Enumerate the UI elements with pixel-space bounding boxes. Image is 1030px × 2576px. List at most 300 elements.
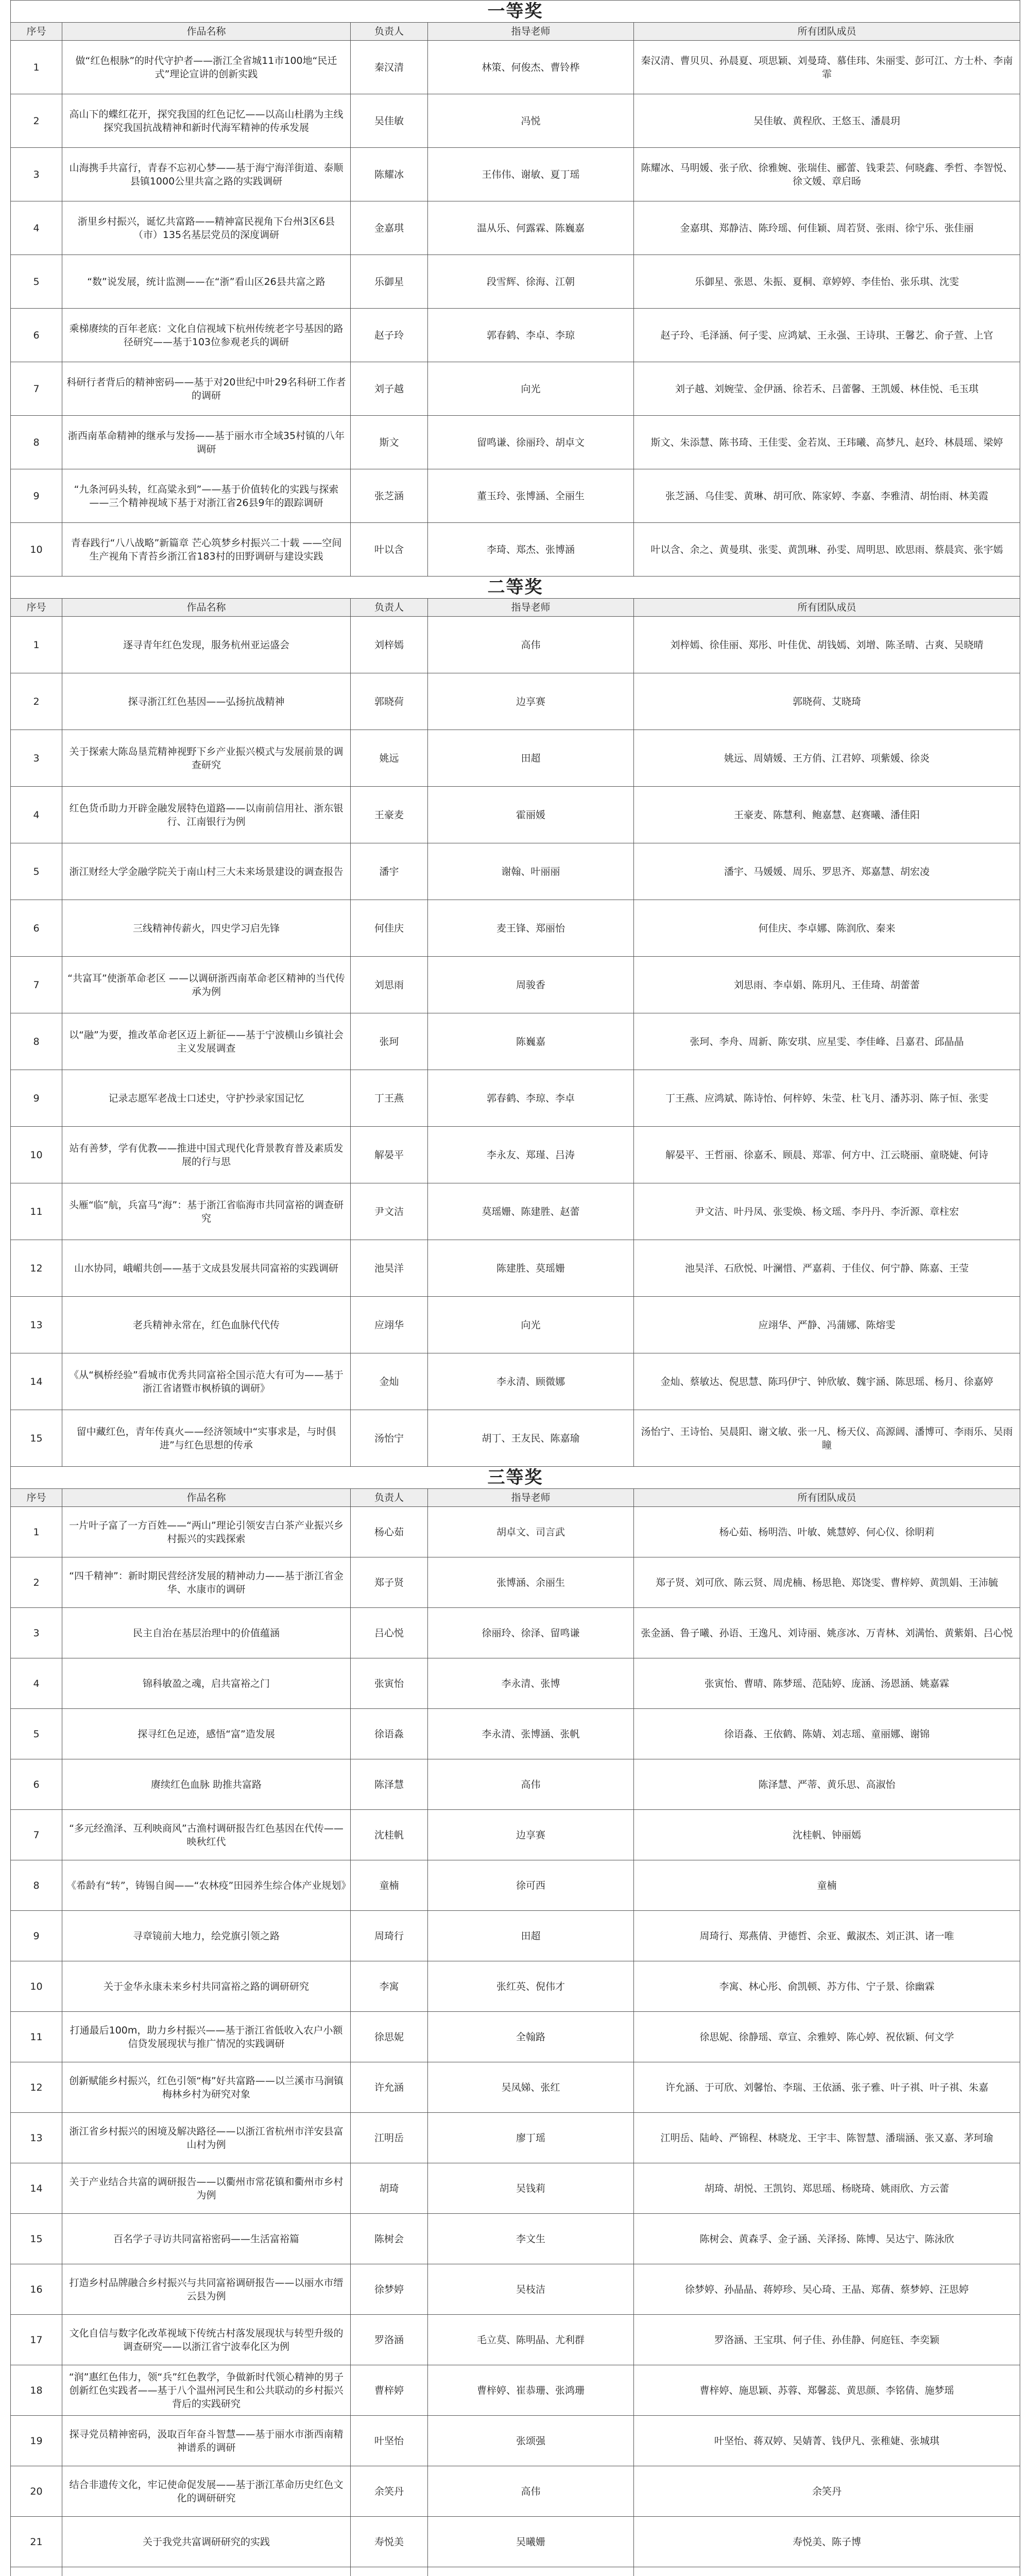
cell-advisor: 廖丁瑶 [428, 2113, 634, 2163]
cell-members: 曹梓婷、施思颖、苏蓉、郑馨蕊、黄思颜、李铭倩、施梦瑶 [634, 2365, 1020, 2416]
section-title-row [11, 577, 1020, 599]
cell-members: 叶坚怡、蒋双婷、吴婧菁、钱伊凡、张稚婕、张城琪 [634, 2416, 1020, 2466]
cell-advisor: 陈巍嘉 [428, 1013, 634, 1070]
cell-idx: 3 [11, 730, 62, 787]
column-header-advisor: 指导老师 [428, 599, 634, 617]
table-row [11, 1353, 1020, 1410]
table-row [11, 1127, 1020, 1183]
table-row [11, 787, 1020, 843]
cell-members: 童楠 [634, 1860, 1020, 1911]
awards-document [10, 0, 1020, 2576]
cell-idx: 6 [11, 309, 62, 362]
cell-advisor: 吴凤娣、张红 [428, 2062, 634, 2113]
table-row [11, 1860, 1020, 1911]
cell-title: 逐寻青年红色发现，服务杭州亚运盛会 [62, 617, 351, 673]
cell-leader: 徐语淼 [351, 1709, 428, 1759]
cell-idx: 10 [11, 523, 62, 577]
cell-idx: 5 [11, 843, 62, 900]
cell-title: 一片叶子富了一方百姓——“两山”理论引领安吉白茶产业振兴乡村振兴的实践探索 [62, 1507, 351, 1557]
cell-advisor: 张博涵、余丽生 [428, 1557, 634, 1608]
cell-members: 叶以含、余之、黄曼琪、张雯、黄凯琳、孙雯、周明思、欧思雨、蔡晨宾、张宇嫣 [634, 523, 1020, 577]
cell-idx: 14 [11, 1353, 62, 1410]
cell-leader: 池昊洋 [351, 1240, 428, 1297]
cell-members: 池昊洋、石欣悦、叶澜惜、严嘉莉、于佳仪、何宁静、陈嘉、王莹 [634, 1240, 1020, 1297]
cell-members: 周琦行、郑燕倩、尹德哲、余亚、戴淑杰、刘正淇、诸一唯 [634, 1911, 1020, 1961]
cell-leader: 应翊华 [351, 1297, 428, 1353]
cell-advisor [428, 2567, 634, 2576]
cell-members: 陈耀冰、马明媛、张子欣、徐雅婉、张瑞佳、郦蕾、钱秉芸、何晓鑫、季哲、李智悦、徐文媛、章启旸 [634, 148, 1020, 201]
section-title: 一等奖 [11, 1, 1020, 23]
table-row [11, 1709, 1020, 1759]
cell-members: 张珂、李舟、周新、陈安琪、应星雯、李佳峰、吕嘉君、邱晶晶 [634, 1013, 1020, 1070]
cell-title: 关于产业结合共富的调研报告——以衢州市常花镇和衢州市乡村为例 [62, 2163, 351, 2214]
table-row [11, 416, 1020, 469]
cell-title: 寻章镜前大地力，绘党旗引领之路 [62, 1911, 351, 1961]
cell-title: 三线精神传薪火，四史学习启先锋 [62, 900, 351, 957]
section-title: 三等奖 [11, 1467, 1020, 1489]
table-row [11, 1608, 1020, 1658]
cell-advisor: 林策、何俊杰、曹铃桦 [428, 41, 634, 94]
cell-idx: 10 [11, 1127, 62, 1183]
cell-advisor: 麦王锋、郑丽怡 [428, 900, 634, 957]
cell-members: 吴佳敏、黄程欣、王悠玉、潘晨玥 [634, 94, 1020, 148]
cell-members: 赵子玲、毛泽涵、何子雯、应鸿斌、王永强、王诗琪、王馨艺、俞子萱、上官 [634, 309, 1020, 362]
table-row [11, 1183, 1020, 1240]
cell-members: 陈树会、黄森孚、金子涵、关泽扬、陈博、吴达宁、陈泳欣 [634, 2214, 1020, 2264]
cell-idx: 12 [11, 1240, 62, 1297]
cell-idx: 18 [11, 2365, 62, 2416]
column-header-title: 作品名称 [62, 599, 351, 617]
cell-advisor: 李文生 [428, 2214, 634, 2264]
cell-leader: 叶以含 [351, 523, 428, 577]
cell-members: 刘梓嫣、徐佳丽、郑彤、叶佳优、胡钱嫣、刘增、陈圣晴、古爽、吴晓晴 [634, 617, 1020, 673]
cell-title: 文化自信与数字化改革视域下传统古村落发展现状与转型升级的调查研究——以浙江省宁波奉化区为例 [62, 2315, 351, 2365]
cell-members: 陈泽慧、严蒂、黄乐思、高淑怡 [634, 1759, 1020, 1810]
cell-idx: 4 [11, 787, 62, 843]
column-header-advisor: 指导老师 [428, 23, 634, 41]
cell-leader: 陈树会 [351, 2214, 428, 2264]
cell-title: 关于我党共富调研研究的实践 [62, 2517, 351, 2567]
cell-title: 关于探索大陈岛垦荒精神视野下乡产业振兴模式与发展前景的调查研究 [62, 730, 351, 787]
cell-members: 金嘉琪、郑静洁、陈玲瑶、何佳颖、周若贤、张雨、徐宁乐、张佳丽 [634, 201, 1020, 255]
cell-advisor: 徐丽玲、徐泽、留鸣谦 [428, 1608, 634, 1658]
cell-members: 胡琦、胡悦、王凯钧、郑思瑶、杨晓琦、姚雨欣、方云蕾 [634, 2163, 1020, 2214]
cell-leader: 郭晓荷 [351, 673, 428, 730]
cell-advisor: 胡丁、王友民、陈嘉瑜 [428, 1410, 634, 1467]
cell-idx: 21 [11, 2517, 62, 2567]
cell-title: 锦科敏盈之魂，启共富裕之门 [62, 1658, 351, 1709]
cell-members: 徐思妮、徐静瑶、章宣、余雅婷、陈心婷、祝依颖、何文学 [634, 2012, 1020, 2062]
cell-leader: 吕心悦 [351, 1608, 428, 1658]
cell-title: “数”说发展，统计监测——在“浙”看山区26县共富之路 [62, 255, 351, 309]
cell-members: 余笑丹 [634, 2466, 1020, 2517]
table-row [11, 730, 1020, 787]
cell-leader: 赵子玲 [351, 309, 428, 362]
table-row [11, 1810, 1020, 1860]
column-header-idx: 序号 [11, 23, 62, 41]
column-header-title: 作品名称 [62, 1489, 351, 1507]
cell-members: 秦汉清、曹贝贝、孙晨夏、项思颖、刘曼琦、慕佳玮、朱丽雯、彭可江、方士朴、李南霏 [634, 41, 1020, 94]
cell-leader: 周琦行 [351, 1911, 428, 1961]
table-row [11, 843, 1020, 900]
cell-leader: 斯文 [351, 416, 428, 469]
table-header-row [11, 23, 1020, 41]
cell-advisor: 留鸣谦、徐丽玲、胡卓文 [428, 416, 634, 469]
cell-idx: 3 [11, 148, 62, 201]
table-row [11, 255, 1020, 309]
cell-leader: 杨心茹 [351, 1507, 428, 1557]
cell-title: 红色货币助力开辟金融发展特色道路——以南前信用社、浙东银行、江南银行为例 [62, 787, 351, 843]
cell-members: 解晏平、王哲丽、徐嘉禾、顾晨、郑霏、何方中、江云晓丽、童晓婕、何诗 [634, 1127, 1020, 1183]
cell-title: 结合非遗传文化，牢记使命促发展——基于浙江革命历史红色文化的调研研究 [62, 2466, 351, 2517]
cell-advisor: 张颂强 [428, 2416, 634, 2466]
cell-advisor: 胡卓文、司言武 [428, 1507, 634, 1557]
cell-advisor: 陈建胜、莫瑶姗 [428, 1240, 634, 1297]
cell-title: 百名学子寻访共同富裕密码——生活富裕篇 [62, 2214, 351, 2264]
cell-leader: 沈桂帆 [351, 1810, 428, 1860]
table-row [11, 1297, 1020, 1353]
section-title: 二等奖 [11, 577, 1020, 599]
cell-members: 何佳庆、李卓娜、陈润欣、秦来 [634, 900, 1020, 957]
cell-members: 斯文、朱添慧、陈书琦、王佳雯、金若岚、王玮曦、高梦凡、赵玲、林晨瑶、梁婷 [634, 416, 1020, 469]
table-row [11, 1410, 1020, 1467]
table-row [11, 900, 1020, 957]
cell-members: 刘子越、刘婉莹、金伊涵、徐若禾、吕蕾馨、王凯媛、林佳悦、毛玉琪 [634, 362, 1020, 416]
cell-title: 关于金华永康未来乡村共同富裕之路的调研研究 [62, 1961, 351, 2012]
cell-idx: 4 [11, 201, 62, 255]
column-header-members: 所有团队成员 [634, 23, 1020, 41]
table-row [11, 1759, 1020, 1810]
cell-leader: 徐思妮 [351, 2012, 428, 2062]
cell-title: 探寻浙江红色基因——弘扬抗战精神 [62, 673, 351, 730]
cell-members: 姚远、周婧媛、王方俏、江君婷、项紫媛、徐炎 [634, 730, 1020, 787]
cell-idx: 1 [11, 41, 62, 94]
cell-members: 王豪麦、陈慧利、鲍嘉慧、赵赛曦、潘佳阳 [634, 787, 1020, 843]
table-row [11, 2365, 1020, 2416]
cell-members: 罗洛涵、王宝琪、何子佳、孙佳静、何庭钰、李奕颖 [634, 2315, 1020, 2365]
cell-advisor: 李永清、顾微娜 [428, 1353, 634, 1410]
table-row [11, 1507, 1020, 1557]
column-header-idx: 序号 [11, 1489, 62, 1507]
cell-leader: 秦汉清 [351, 41, 428, 94]
cell-title: 科研行者背后的精神密码——基于对20世纪中叶29名科研工作者的调研 [62, 362, 351, 416]
cell-idx: 9 [11, 469, 62, 523]
cell-title: 浙西南革命精神的继承与发扬——基于丽水市全域35村镇的八年调研 [62, 416, 351, 469]
cell-idx: 1 [11, 1507, 62, 1557]
cell-advisor: 曹梓婷、崔恭珊、张鸿珊 [428, 2365, 634, 2416]
table-row [11, 1961, 1020, 2012]
cell-members: 寿悦美、陈子博 [634, 2517, 1020, 2567]
cell-title: 探寻党员精神密码，汲取百年奋斗智慧——基于丽水市浙西南精神谱系的调研 [62, 2416, 351, 2466]
cell-advisor: 高伟 [428, 1759, 634, 1810]
table-row [11, 1013, 1020, 1070]
cell-leader: 徐梦婷 [351, 2264, 428, 2315]
table-row [11, 957, 1020, 1013]
awards-table [10, 0, 1020, 2576]
cell-members: 张寅怡、曹晴、陈梦瑶、范陆婷、庞涵、汤恩涵、姚嘉霖 [634, 1658, 1020, 1709]
table-row [11, 2315, 1020, 2365]
table-row [11, 2264, 1020, 2315]
cell-title: 打造乡村品牌融合乡村振兴与共同富裕调研报告——以丽水市缙云县为例 [62, 2264, 351, 2315]
cell-idx: 20 [11, 2466, 62, 2517]
cell-advisor: 李琦、郑杰、张博涵 [428, 523, 634, 577]
cell-title: 打通最后100m，助力乡村振兴——基于浙江省低收入农户小额信贷发展现状与推广情况的实践调研 [62, 2012, 351, 2062]
cell-title: 《从“枫桥经验”看城市优秀共同富裕全国示范大有可为——基于浙江省诸暨市枫桥镇的调研》 [62, 1353, 351, 1410]
cell-leader: 罗洛涵 [351, 2315, 428, 2365]
cell-idx: 16 [11, 2264, 62, 2315]
cell-leader: 丁王燕 [351, 1070, 428, 1127]
cell-idx: 8 [11, 1013, 62, 1070]
table-row [11, 2163, 1020, 2214]
cell-leader [351, 2567, 428, 2576]
cell-leader: 解晏平 [351, 1127, 428, 1183]
cell-advisor: 全翰路 [428, 2012, 634, 2062]
cell-title: “四千精神”：新时期民营经济发展的精神动力——基于浙江省金华、水康市的调研 [62, 1557, 351, 1608]
section-title-row [11, 1, 1020, 23]
column-header-idx: 序号 [11, 599, 62, 617]
cell-advisor: 郭春鹤、李卓、李琼 [428, 309, 634, 362]
cell-title: 民主自治在基层治理中的价值蕴涵 [62, 1608, 351, 1658]
cell-title: 留中藏红色，青年传真火——经济领域中“实事求是，与时俱进”与红色思想的传承 [62, 1410, 351, 1467]
cell-idx: 9 [11, 1070, 62, 1127]
table-row [11, 2567, 1020, 2576]
cell-leader: 陈泽慧 [351, 1759, 428, 1810]
cell-members: 徐语淼、王依鹤、陈婧、刘志瑶、童丽娜、谢锦 [634, 1709, 1020, 1759]
awards-table-body [11, 1, 1020, 2576]
cell-title: 创新赋能乡村振兴，红色引领“梅”好共富路——以兰溪市马涧镇梅林乡村为研究对象 [62, 2062, 351, 2113]
cell-title: 高山下的蝶红花开，探究我国的红色记忆——以高山杜鹃为主线探究我国抗战精神和新时代海军精神的传承发展 [62, 94, 351, 148]
cell-title: 探寻红色足迹，感悟“富”造发展 [62, 1709, 351, 1759]
table-row [11, 469, 1020, 523]
cell-leader: 姚远 [351, 730, 428, 787]
cell-leader: 王豪麦 [351, 787, 428, 843]
cell-advisor: 吴曦姗 [428, 2517, 634, 2567]
cell-leader: 张寅怡 [351, 1658, 428, 1709]
cell-leader: 刘梓嫣 [351, 617, 428, 673]
table-row [11, 1911, 1020, 1961]
cell-advisor: 边享赛 [428, 673, 634, 730]
cell-advisor: 高伟 [428, 2466, 634, 2517]
cell-idx: 9 [11, 1911, 62, 1961]
cell-advisor: 李永清、张博 [428, 1658, 634, 1709]
cell-leader: 尹文洁 [351, 1183, 428, 1240]
cell-leader: 汤怡宁 [351, 1410, 428, 1467]
cell-idx: 1 [11, 617, 62, 673]
cell-members: 李寓、林心彤、俞凯顿、苏方伟、宁子景、徐幽霖 [634, 1961, 1020, 2012]
cell-advisor: 霍丽媛 [428, 787, 634, 843]
table-row [11, 201, 1020, 255]
table-row [11, 2416, 1020, 2466]
cell-idx: 14 [11, 2163, 62, 2214]
cell-idx: 6 [11, 1759, 62, 1810]
cell-leader: 寿悦美 [351, 2517, 428, 2567]
table-row [11, 617, 1020, 673]
cell-advisor: 周骏香 [428, 957, 634, 1013]
cell-idx [11, 2567, 62, 2576]
cell-idx: 5 [11, 255, 62, 309]
cell-advisor: 王伟伟、谢敏、夏丁瑶 [428, 148, 634, 201]
cell-advisor: 董玉玲、张博涵、全丽生 [428, 469, 634, 523]
cell-advisor: 向光 [428, 1297, 634, 1353]
cell-idx: 12 [11, 2062, 62, 2113]
cell-title: “九条河码头转，红高粱永到”——基于价值转化的实践与探索——三个精神视域下基于对浙江省26县9年的跟踪调研 [62, 469, 351, 523]
column-header-leader: 负责人 [351, 1489, 428, 1507]
cell-advisor: 吴枝洁 [428, 2264, 634, 2315]
cell-advisor: 莫瑶姗、陈建胜、赵蕾 [428, 1183, 634, 1240]
cell-advisor: 李永友、郑瑾、吕涛 [428, 1127, 634, 1183]
table-row [11, 1557, 1020, 1608]
cell-advisor: 田超 [428, 1911, 634, 1961]
column-header-members: 所有团队成员 [634, 599, 1020, 617]
cell-members: 张金涵、鲁子曦、孙语、王逸凡、刘诗丽、姚彦冰、万青林、刘满怡、黄紫娟、吕心悦 [634, 1608, 1020, 1658]
cell-idx: 15 [11, 1410, 62, 1467]
cell-idx: 7 [11, 362, 62, 416]
cell-advisor: 冯悦 [428, 94, 634, 148]
table-row [11, 2466, 1020, 2517]
cell-idx: 4 [11, 1658, 62, 1709]
cell-title: 记录志愿军老战士口述史，守护抄录家国记忆 [62, 1070, 351, 1127]
table-row [11, 2517, 1020, 2567]
table-row [11, 2214, 1020, 2264]
cell-title: 浙江财经大学金融学院关于南山村三大未来场景建设的调查报告 [62, 843, 351, 900]
cell-advisor: 毛立莫、陈明晶、尤利群 [428, 2315, 634, 2365]
cell-idx: 8 [11, 1860, 62, 1911]
cell-advisor: 李永清、张博涵、张帆 [428, 1709, 634, 1759]
cell-advisor: 边享赛 [428, 1810, 634, 1860]
cell-idx: 6 [11, 900, 62, 957]
cell-title [62, 2567, 351, 2576]
cell-title: “共富耳”使浙革命老区 ——以调研浙西南革命老区精神的当代传承为例 [62, 957, 351, 1013]
cell-members: 丁王燕、应鸿斌、陈诗怡、何梓婷、朱莹、杜飞月、潘苏羽、陈子恒、张雯 [634, 1070, 1020, 1127]
cell-idx: 5 [11, 1709, 62, 1759]
cell-title: 老兵精神永常在，红色血脉代代传 [62, 1297, 351, 1353]
cell-leader: 江明岳 [351, 2113, 428, 2163]
cell-leader: 许允涵 [351, 2062, 428, 2113]
cell-leader: 何佳庆 [351, 900, 428, 957]
cell-title: 山水协同，峨嵋共创——基于文成县发展共同富裕的实践调研 [62, 1240, 351, 1297]
table-row [11, 2012, 1020, 2062]
cell-leader: 潘宇 [351, 843, 428, 900]
cell-members: 江明岳、陆岭、严锦程、林晓龙、王宇丰、陈智慧、潘瑞涵、张又嘉、茅珂瑜 [634, 2113, 1020, 2163]
table-row [11, 673, 1020, 730]
cell-members: 张芝涵、乌佳雯、黄琳、胡可欣、陈家婷、李嘉、李雅清、胡怡雨、林美霞 [634, 469, 1020, 523]
cell-members: 郭晓荷、艾晓琦 [634, 673, 1020, 730]
cell-members: 杨心茹、杨明浩、叶敏、姚慧婷、何心仪、徐眀莉 [634, 1507, 1020, 1557]
cell-leader: 叶坚怡 [351, 2416, 428, 2466]
table-row [11, 2062, 1020, 2113]
cell-leader: 吴佳敏 [351, 94, 428, 148]
table-row [11, 523, 1020, 577]
cell-idx: 15 [11, 2214, 62, 2264]
cell-members: 应翊华、严静、冯蒲娜、陈熔雯 [634, 1297, 1020, 1353]
column-header-leader: 负责人 [351, 23, 428, 41]
cell-idx: 7 [11, 1810, 62, 1860]
cell-advisor: 张红英、倪伟才 [428, 1961, 634, 2012]
section-title-row [11, 1467, 1020, 1489]
cell-members [634, 2567, 1020, 2576]
cell-members: 金灿、蔡敏达、倪思慧、陈玛伊宁、钟欣敏、魏宇涵、陈思瑶、杨月、徐嘉婷 [634, 1353, 1020, 1410]
cell-members: 乐御星、张恩、朱振、夏桐、章婷婷、李佳怡、张乐琪、沈雯 [634, 255, 1020, 309]
table-header-row [11, 1489, 1020, 1507]
cell-title: 赓续红色血脉 助推共富路 [62, 1759, 351, 1810]
table-row [11, 1240, 1020, 1297]
cell-idx: 2 [11, 673, 62, 730]
cell-members: 沈桂帆、钟丽嫣 [634, 1810, 1020, 1860]
cell-idx: 3 [11, 1608, 62, 1658]
cell-title: 以“融”为要，推改革命老区迈上新征——基于宁波横山乡镇社会主义发展调查 [62, 1013, 351, 1070]
cell-leader: 陈耀冰 [351, 148, 428, 201]
cell-title: 浙江省乡村振兴的困境及解决路径——以浙江省杭州市洋安县富山村为例 [62, 2113, 351, 2163]
cell-members: 徐梦婷、孙晶晶、蒋婷珍、吴心琦、王晶、郑蒨、蔡梦婷、汪思婷 [634, 2264, 1020, 2315]
cell-title: “多元经渔泽、互利映商风”古渔村调研报告红色基因在代传——映秋红代 [62, 1810, 351, 1860]
cell-idx: 2 [11, 1557, 62, 1608]
cell-leader: 余笑丹 [351, 2466, 428, 2517]
cell-title: 乘梯赓续的百年老底：文化自信视域下杭州传统老字号基因的路径研究——基于103位参观老兵的调研 [62, 309, 351, 362]
cell-leader: 胡琦 [351, 2163, 428, 2214]
cell-idx: 10 [11, 1961, 62, 2012]
cell-title: 《希龄有“转”，铸锡自闽——“农林疫”田园养生综合体产业规划》 [62, 1860, 351, 1911]
cell-leader: 曹梓婷 [351, 2365, 428, 2416]
cell-advisor: 温从乐、何露霖、陈巍嘉 [428, 201, 634, 255]
table-row [11, 94, 1020, 148]
cell-idx: 11 [11, 2012, 62, 2062]
cell-advisor: 高伟 [428, 617, 634, 673]
table-header-row [11, 599, 1020, 617]
cell-leader: 金灿 [351, 1353, 428, 1410]
cell-title: 浙里乡村振兴，诞忆共富路——精神富民视角下台州3区6县（市）135名基层党员的深度调研 [62, 201, 351, 255]
cell-title: 青春践行“八八战略”新篇章 芒心筑梦乡村振兴二十载 ——空间生产视角下青苔乡浙江省183村的田野调研与建设实践 [62, 523, 351, 577]
cell-advisor: 田超 [428, 730, 634, 787]
cell-idx: 13 [11, 2113, 62, 2163]
cell-members: 刘思雨、李卓娟、陈玥凡、王佳琦、胡蕾蕾 [634, 957, 1020, 1013]
cell-leader: 郑子贤 [351, 1557, 428, 1608]
cell-leader: 金嘉琪 [351, 201, 428, 255]
cell-advisor: 徐可西 [428, 1860, 634, 1911]
cell-leader: 刘思雨 [351, 957, 428, 1013]
cell-idx: 2 [11, 94, 62, 148]
table-row [11, 2113, 1020, 2163]
cell-advisor: 谢翰、叶丽丽 [428, 843, 634, 900]
cell-leader: 乐御星 [351, 255, 428, 309]
cell-title: “润”惠红色伟力，领“兵”红色教学，争做新时代领心精神的男子创新红色实践者——基于八个温州河民生和公共联动的乡村振兴背后的实践研究 [62, 2365, 351, 2416]
table-row [11, 1070, 1020, 1127]
cell-title: 山海携手共富行，青春不忘初心梦——基于海宁海洋街道、泰顺县镇1000公里共富之路的实践调研 [62, 148, 351, 201]
column-header-leader: 负责人 [351, 599, 428, 617]
cell-advisor: 向光 [428, 362, 634, 416]
cell-leader: 张珂 [351, 1013, 428, 1070]
table-row [11, 309, 1020, 362]
column-header-advisor: 指导老师 [428, 1489, 634, 1507]
cell-title: 做“红色根脉”的时代守护者——浙江全省城11市100地“民迁式”理论宣讲的创新实践 [62, 41, 351, 94]
cell-title: 站有善梦，学有优教——推进中国式现代化背景教育普及素质发展的行与思 [62, 1127, 351, 1183]
table-row [11, 1658, 1020, 1709]
cell-leader: 童楠 [351, 1860, 428, 1911]
cell-advisor: 吴钱莉 [428, 2163, 634, 2214]
cell-advisor: 郭春鹤、李琼、李卓 [428, 1070, 634, 1127]
table-row [11, 41, 1020, 94]
table-row [11, 148, 1020, 201]
cell-idx: 7 [11, 957, 62, 1013]
cell-members: 汤怡宁、王诗怡、吴晨阳、谢文敏、张一凡、杨天仪、高源阔、潘博可、李雨乐、吴雨瞳 [634, 1410, 1020, 1467]
cell-advisor: 段雪辉、徐海、江朝 [428, 255, 634, 309]
column-header-title: 作品名称 [62, 23, 351, 41]
cell-members: 尹文洁、叶丹凤、张雯焕、杨文瑶、李丹丹、李沂源、章柱宏 [634, 1183, 1020, 1240]
cell-leader: 刘子越 [351, 362, 428, 416]
cell-idx: 8 [11, 416, 62, 469]
cell-members: 许允涵、于可欣、刘馨怡、李瑞、王依涵、张子雅、叶子祺、叶子祺、朱嘉 [634, 2062, 1020, 2113]
cell-idx: 19 [11, 2416, 62, 2466]
cell-members: 潘宇、马媛媛、周乐、罗思齐、郑嘉慧、胡宏凌 [634, 843, 1020, 900]
